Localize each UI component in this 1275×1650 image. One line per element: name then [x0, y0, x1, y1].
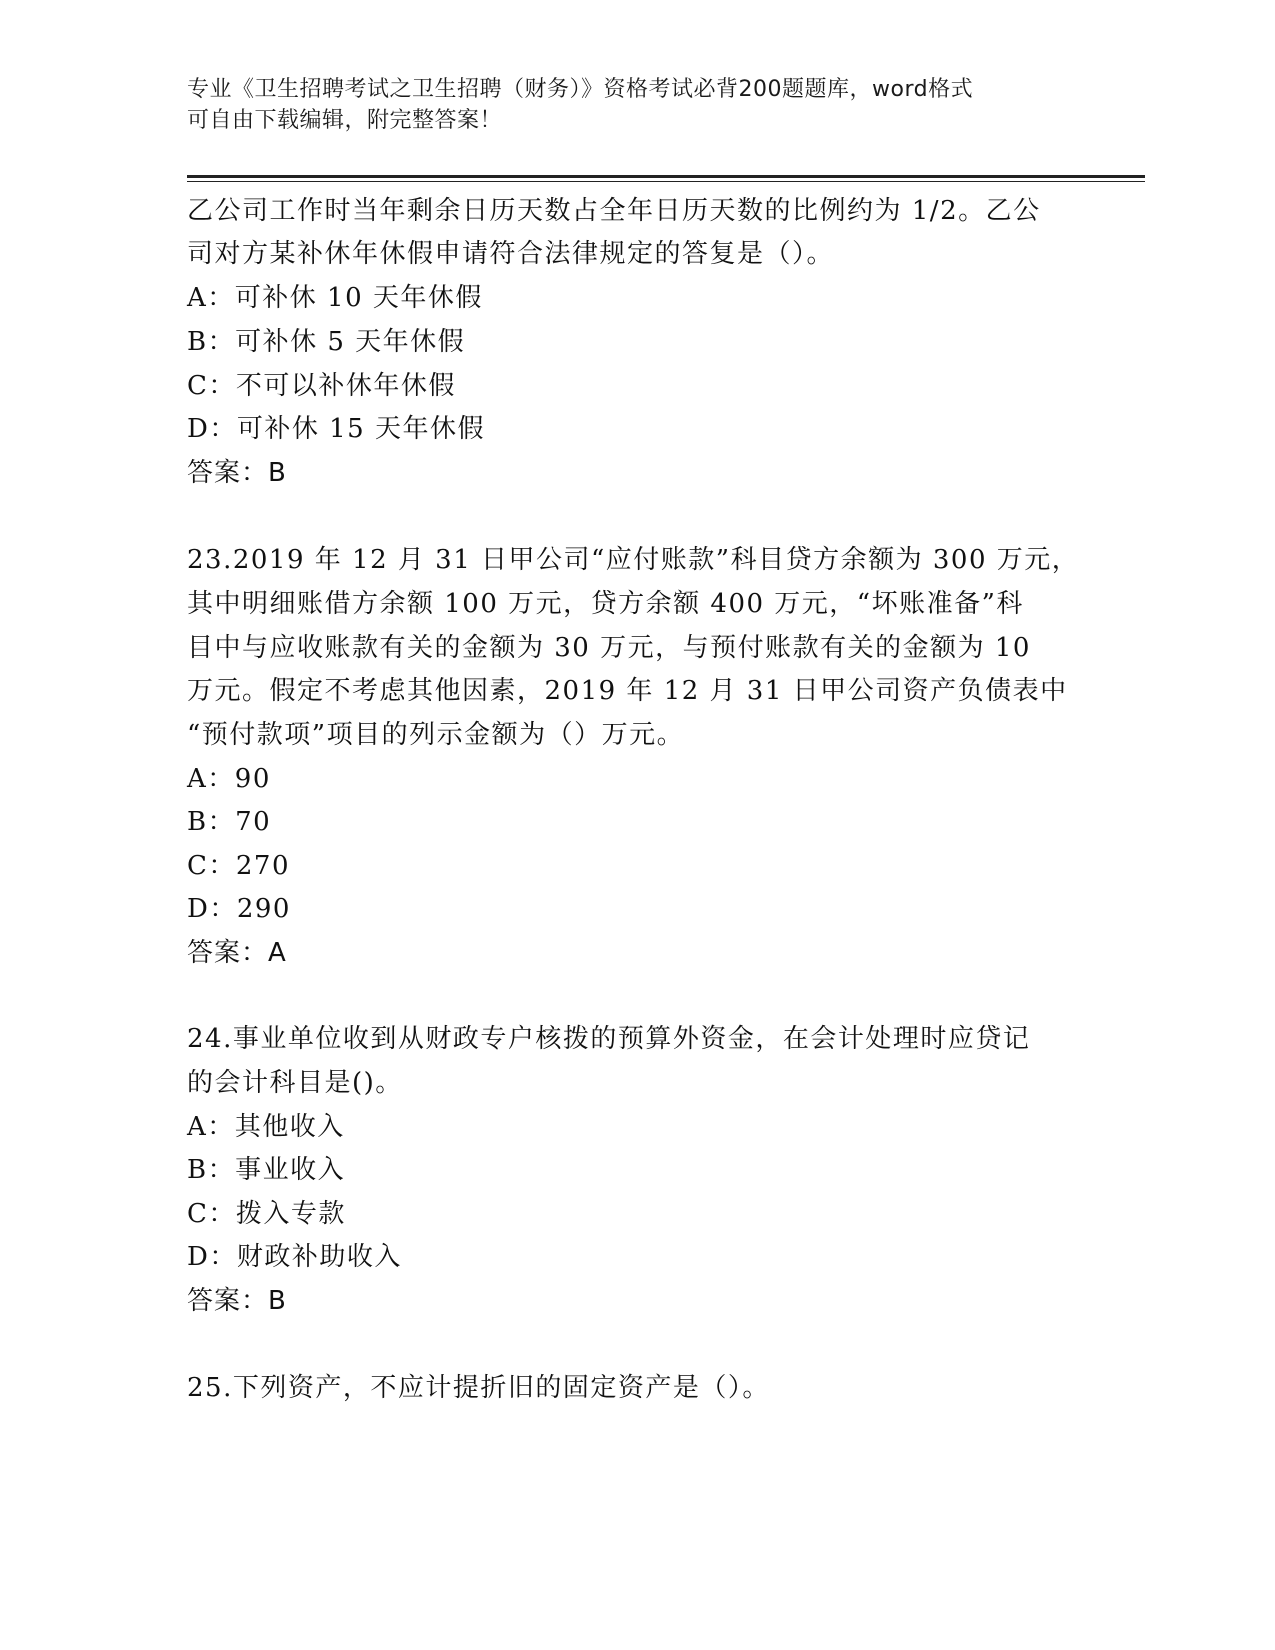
- q22-stem-line-1: 乙公司工作时当年剩余日历天数占全年日历天数的比例约为 1/2。乙公: [187, 196, 1041, 226]
- q23-option-c: C：270: [187, 851, 291, 881]
- q25-stem-line-1: 25.下列资产，不应计提折旧的固定资产是（）。: [187, 1373, 770, 1403]
- q22-stem-line-2: 司对方某补休年休假申请符合法律规定的答复是（）。: [187, 239, 835, 269]
- q24-option-a: A：其他收入: [187, 1112, 345, 1142]
- q24-option-b: B：事业收入: [187, 1155, 346, 1185]
- document-title-line-1: 专业《卫生招聘考试之卫生招聘（财务）》资格考试必背200题题库，word格式: [187, 77, 974, 102]
- q24-answer: 答案：B: [187, 1286, 287, 1316]
- q22-answer: 答案：B: [187, 458, 287, 488]
- q24-stem-line-1: 24.事业单位收到从财政专户核拨的预算外资金，在会计处理时应贷记: [187, 1024, 1031, 1054]
- header-divider-thick: [187, 175, 1145, 178]
- q23-option-b: B：70: [187, 807, 272, 837]
- q23-option-d: D：290: [187, 894, 291, 924]
- q23-stem-line-5: “预付款项”项目的列示金额为（）万元。: [187, 720, 685, 750]
- q23-stem-line-2: 其中明细账借方余额 100 万元，贷方余额 400 万元，“坏账准备”科: [187, 589, 1024, 619]
- q22-option-d: D：可补休 15 天年休假: [187, 414, 485, 444]
- q23-stem-line-4: 万元。假定不考虑其他因素，2019 年 12 月 31 日甲公司资产负债表中: [187, 676, 1068, 706]
- header-divider-thin: [187, 181, 1145, 182]
- q22-option-c: C：不可以补休年休假: [187, 371, 456, 401]
- q22-option-b: B：可补休 5 天年休假: [187, 327, 466, 357]
- q23-stem-line-3: 目中与应收账款有关的金额为 30 万元，与预付账款有关的金额为 10: [187, 633, 1031, 663]
- q24-stem-line-2: 的会计科目是()。: [187, 1068, 403, 1098]
- q22-option-a: A：可补休 10 天年休假: [187, 283, 483, 313]
- q23-option-a: A：90: [187, 764, 271, 794]
- q23-answer: 答案：A: [187, 938, 287, 968]
- q24-option-c: C：拨入专款: [187, 1199, 346, 1229]
- document-title-line-2: 可自由下载编辑，附完整答案！: [187, 108, 503, 133]
- q24-option-d: D：财政补助收入: [187, 1242, 402, 1272]
- q23-stem-line-1: 23.2019 年 12 月 31 日甲公司“应付账款”科目贷方余额为 300 万元，: [187, 545, 1080, 575]
